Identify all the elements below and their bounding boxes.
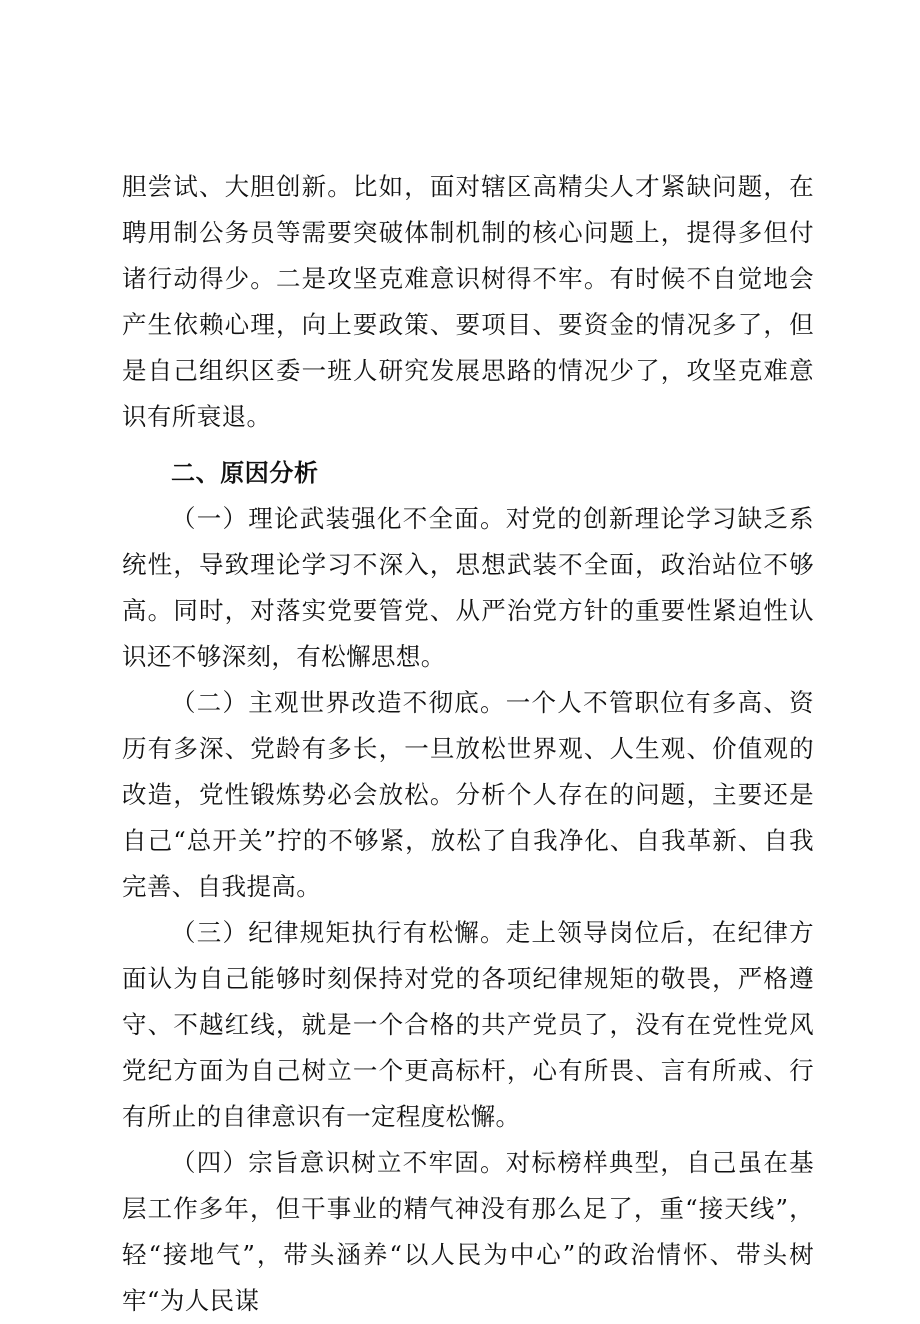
continuation-paragraph: 胆尝试、大胆创新。比如，面对辖区高精尖人才紧缺问题，在聘用制公务员等需要突破体制机制的核心问题上，提得多但付诸行动得少。二是攻坚克难意识树得不牢。有时候不自觉地会产生依赖心理，向上要政策、要项目、要资金的情况多了，但是自己组织区委一班人研究发展思路的情况少了，攻坚克难意识有所衰退。 bbox=[122, 172, 814, 431]
paragraph-purpose-awareness: （四）宗旨意识树立不牢固。对标榜样典型，自己虽在基层工作多年，但干事业的精气神没有那么足了，重“接天线”，轻“接地气”，带头涵养“以人民为中心”的政治情怀、带头树牢“为人民谋 bbox=[122, 1148, 814, 1315]
paragraph-discipline-rules: （三）纪律规矩执行有松懈。走上领导岗位后，在纪律方面认为自己能够时刻保持对党的各项纪律规矩的敬畏，严格遵守、不越红线，就是一个合格的共产党员了，没有在党性党风党纪方面为自己树立一个更高标杆，心有所畏、言有所戒、行有所止的自律意识有一定程度松懈。 bbox=[122, 918, 814, 1131]
document-body bbox=[122, 164, 814, 1324]
paragraph-worldview-reform: （二）主观世界改造不彻底。一个人不管职位有多高、资历有多深、党龄有多长，一旦放松世界观、人生观、价值观的改造，党性锻炼势必会放松。分析个人存在的问题，主要还是自己“总开关”拧的不够紧，放松了自我净化、自我革新、自我完善、自我提高。 bbox=[122, 688, 814, 901]
paragraph-theory-armament: （一）理论武装强化不全面。对党的创新理论学习缺乏系统性，导致理论学习不深入，思想武装不全面，政治站位不够高。同时，对落实党要管党、从严治党方针的重要性紧迫性认识还不够深刻，有松懈思想。 bbox=[122, 504, 814, 671]
section-heading-cause-analysis: 二、原因分析 bbox=[171, 459, 319, 487]
